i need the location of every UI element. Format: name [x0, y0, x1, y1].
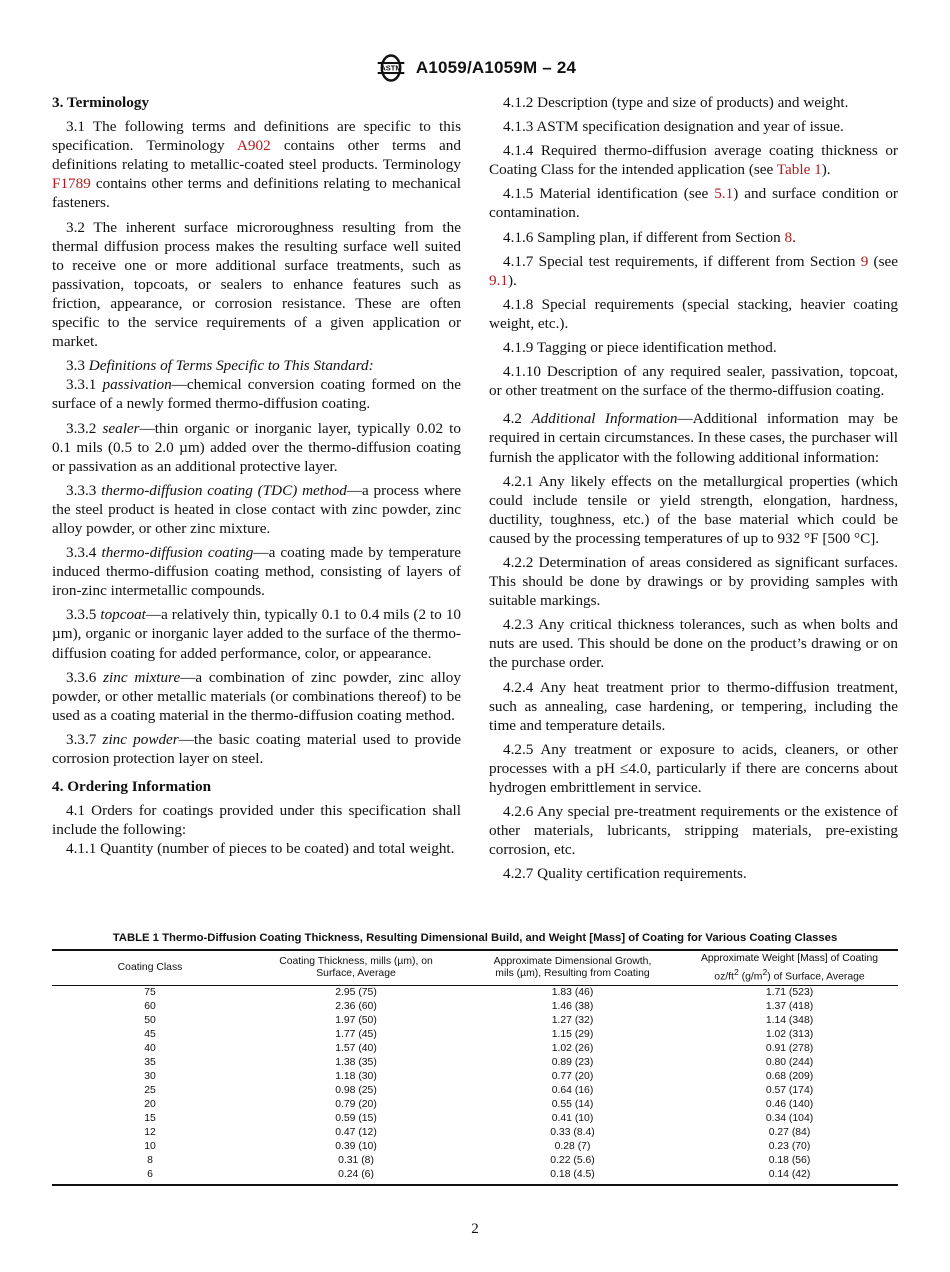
paragraph-4-2-6: 4.2.6 Any special pre-treatment requirements or the existence of other materials, lubricants, stripping materials, pre-existing corrosion, etc. — [489, 803, 898, 859]
table-cell: 0.41 (10) — [551, 1113, 594, 1125]
paragraph-4-2-1: 4.2.1 Any likely effects on the metallurgical properties (which could include tensile or yield strength, elongation, hardness, ductility, toughness, etc.) of the base material which could be caused by the processing temperatures of up to 932 °F [500 °C]. — [489, 472, 898, 547]
link-f1789[interactable]: F1789 — [52, 175, 91, 193]
table-cell: 0.80 (244) — [765, 1057, 814, 1069]
definition-passivation: 3.3.1 passivation—chemical conversion coating formed on the surface of a newly formed thermo-diffusion coating. — [52, 376, 462, 413]
table-cell: 1.77 (45) — [335, 1029, 377, 1041]
table-row — [52, 1168, 898, 1185]
table-cell: 20 — [144, 1099, 156, 1111]
table-cell: 45 — [144, 1029, 156, 1041]
table-cell: 0.33 (8.4) — [550, 1127, 595, 1139]
table-cell: 0.47 (12) — [335, 1127, 377, 1139]
table-row — [52, 1084, 898, 1098]
paragraph-4-1-3: 4.1.3 ASTM specification designation and year of issue. — [503, 118, 844, 136]
table-row — [52, 1028, 898, 1042]
table-cell: 1.83 (46) — [551, 987, 594, 999]
table-cell: 1.27 (32) — [551, 1015, 594, 1027]
paragraph-3-2: 3.2 The inherent surface microroughness resulting from the thermal diffusion process makes the resulting surface well suited to receive one or more additional surface treatments, such as passivation, topcoats, or sealers to enhance features such as friction, appearance, or corrosion resistance. These are often specific to the service requirements of a given application or market. — [52, 218, 461, 351]
paragraph-3-3: 3.3 Definitions of Terms Specific to This Standard: — [66, 357, 374, 375]
link-section-5-1[interactable]: 5.1 — [714, 185, 734, 203]
paragraph-4-2-3: 4.2.3 Any critical thickness tolerances, such as when bolts and nuts are used. This should be done on the product’s drawing or on the purchase order. — [489, 616, 898, 672]
table-cell: 1.38 (35) — [335, 1057, 377, 1069]
table-cell: 12 — [144, 1127, 156, 1139]
table-row — [52, 986, 898, 1001]
table-cell: 8 — [147, 1155, 153, 1167]
table-cell: 40 — [144, 1043, 156, 1055]
paragraph-4-1-6: 4.1.6 Sampling plan, if different from Section 8. — [503, 228, 796, 246]
paragraph-4-1-10: 4.1.10 Description of any required sealer, passivation, topcoat, or other treatment on the surface of the thermo-diffusion coating. — [489, 363, 898, 400]
table-cell: 1.37 (418) — [765, 1001, 814, 1013]
definition-zinc-mixture: 3.3.6 zinc mixture—a combination of zinc powder, zinc alloy powder, or other metallic materials (or combinations thereof) to be used as a coating material in the thermo-diffusion coating method. — [52, 668, 461, 724]
definition-sealer: 3.3.2 sealer—thin organic or inorganic layer, typically 0.02 to 0.1 mils (0.5 to 2.0 µm) added over the thermo-diffusion coating or passivation as an additional protective layer. — [52, 419, 461, 475]
table-row — [52, 1126, 898, 1140]
paragraph-4-1-8: 4.1.8 Special requirements (special stacking, heavier coating weight, etc.). — [489, 295, 898, 332]
svg-text:ASTM: ASTM — [380, 63, 402, 73]
table-cell: 0.55 (14) — [551, 1099, 594, 1111]
table-cell: 0.77 (20) — [551, 1071, 594, 1083]
table-cell: 0.89 (23) — [551, 1057, 594, 1069]
section-3-heading: 3. Terminology — [52, 94, 150, 111]
right-column — [489, 93, 898, 888]
table-cell: 0.28 (7) — [554, 1141, 591, 1153]
table-cell: 15 — [144, 1113, 156, 1125]
table-body — [52, 986, 898, 1186]
page-header — [0, 53, 950, 83]
astm-logo-icon — [374, 53, 408, 83]
paragraph-4-1-7: 4.1.7 Special test requirements, if different from Section 9 (see 9.1). — [489, 252, 899, 289]
paragraph-4-2-2: 4.2.2 Determination of areas considered as significant surfaces. This should be done by drawings or by providing samples with suitable markings. — [489, 553, 898, 610]
table-cell: 0.22 (5.6) — [550, 1155, 595, 1167]
paragraph-3-1: 3.1 The following terms and definitions are specific to this specification. Terminology A902 contains other terms and definitions relating to metallic-coated steel products. Terminology F1789 contains other terms and definitions relating to mechanical fasteners. — [52, 118, 461, 212]
table-cell: 10 — [144, 1141, 156, 1153]
table-cell: 0.68 (209) — [765, 1071, 814, 1083]
table-cell: 0.57 (174) — [765, 1085, 814, 1097]
link-table-1[interactable]: Table 1 — [776, 161, 822, 179]
table-row — [52, 1014, 898, 1028]
table-1 — [52, 932, 898, 1186]
definition-tdc: 3.3.4 thermo-diffusion coating—a coating made by temperature induced thermo-diffusion coating method, consisting of layers of iron-zinc intermetallic compounds. — [52, 544, 462, 600]
table-row — [52, 1154, 898, 1168]
table-cell: 1.71 (523) — [765, 987, 814, 999]
table-cell: 30 — [144, 1071, 156, 1083]
table-cell: 2.95 (75) — [335, 987, 377, 999]
table-cell: 0.18 (56) — [768, 1155, 811, 1167]
table-caption: TABLE 1 Thermo-Diffusion Coating Thickness, Resulting Dimensional Build, and Weight [Mass] of Coating for Various Coating Classes — [112, 932, 838, 944]
table-row — [52, 1140, 898, 1154]
table-cell: 0.24 (6) — [338, 1169, 374, 1181]
link-section-8[interactable]: 8 — [784, 228, 793, 246]
standard-designation: A1059/A1059M – 24 — [415, 58, 577, 77]
definition-tdc-method: 3.3.3 thermo-diffusion coating (TDC) method—a process where the steel product is heated in close contact with zinc powder, zinc alloy powder, or other zinc mixture. — [52, 481, 461, 537]
table-cell: 35 — [144, 1057, 156, 1069]
table-cell: 0.98 (25) — [335, 1085, 377, 1097]
table-row — [52, 1042, 898, 1056]
table-cell: 0.27 (84) — [768, 1127, 811, 1139]
table-header-row — [52, 950, 898, 986]
table-cell: 1.57 (40) — [335, 1043, 377, 1055]
paragraph-4-2-5: 4.2.5 Any treatment or exposure to acids, cleaners, or other processes with a pH ≤4.0, particularly if there are concerns about hydrogen embrittlement in service. — [489, 740, 898, 796]
table-cell: 1.46 (38) — [551, 1001, 594, 1013]
table-row — [52, 1098, 898, 1112]
table-cell: 0.91 (278) — [765, 1043, 814, 1055]
paragraph-4-1-5: 4.1.5 Material identification (see 5.1) and surface condition or contamination. — [489, 185, 898, 222]
table-cell: 1.14 (348) — [765, 1015, 814, 1027]
header-coating-thickness: Coating Thickness, mills (µm), on Surface, Average — [279, 955, 433, 980]
table-cell: 0.79 (20) — [335, 1099, 377, 1111]
link-section-9-1[interactable]: 9.1 — [489, 271, 508, 289]
table-row — [52, 1056, 898, 1070]
table-cell: 1.18 (30) — [335, 1071, 377, 1083]
table-row — [52, 1112, 898, 1126]
table-cell: 60 — [144, 1001, 156, 1013]
table-cell: 1.02 (26) — [551, 1043, 594, 1055]
table-cell: 75 — [144, 987, 156, 999]
table-cell: 1.97 (50) — [335, 1015, 377, 1027]
link-a902[interactable]: A902 — [236, 137, 271, 155]
paragraph-4-2: 4.2 Additional Information—Additional information may be required in certain circumstances. In these cases, the purchaser will furnish the applicator with the following additional information: — [489, 410, 899, 466]
definition-zinc-powder: 3.3.7 zinc powder—the basic coating material used to provide corrosion protection layer on steel. — [52, 730, 462, 767]
table-cell: 1.02 (313) — [765, 1029, 814, 1041]
table-cell: 0.39 (10) — [335, 1141, 377, 1153]
left-column — [52, 93, 461, 863]
paragraph-4-1-4: 4.1.4 Required thermo-diffusion average coating thickness or Coating Class for the intended application (see Table 1). — [489, 142, 898, 179]
paragraph-4-2-7: 4.2.7 Quality certification requirements. — [503, 865, 747, 883]
table-cell: 0.14 (42) — [768, 1169, 811, 1181]
table-cell: 25 — [144, 1085, 156, 1097]
table-cell: 50 — [144, 1015, 156, 1027]
header-coating-weight: Approximate Weight [Mass] of Coating $oz/ft^2$ $(g/m^2)$ of Surface, Average — [700, 953, 879, 982]
table-cell: 1.15 (29) — [551, 1029, 594, 1041]
table-cell: 6 — [147, 1169, 153, 1181]
table-cell: 0.18 (4.5) — [550, 1169, 595, 1181]
header-coating-class: Coating Class — [117, 961, 183, 973]
paragraph-4-1-9: 4.1.9 Tagging or piece identification method. — [503, 339, 777, 357]
table-row — [52, 1000, 898, 1014]
table-cell: 0.23 (70) — [768, 1141, 811, 1153]
table-cell: 0.59 (15) — [335, 1113, 377, 1125]
table-cell: 2.36 (60) — [335, 1001, 377, 1013]
table-cell: 0.46 (140) — [765, 1099, 814, 1111]
table-cell: 0.31 (8) — [338, 1155, 374, 1167]
paragraph-4-1-2: 4.1.2 Description (type and size of products) and weight. — [503, 94, 849, 111]
definition-topcoat: 3.3.5 topcoat—a relatively thin, typically 0.1 to 0.4 mils (2 to 10 µm), organic or inorganic layer added to the surface of the thermo-diffusion coating for added performance, color, or appearance. — [52, 606, 462, 662]
coating-class-table — [52, 949, 898, 1186]
link-section-9[interactable]: 9 — [860, 252, 869, 270]
table-cell: 0.64 (16) — [551, 1085, 594, 1097]
table-row — [52, 1070, 898, 1084]
page-number: 2 — [471, 1221, 479, 1237]
paragraph-4-2-4: 4.2.4 Any heat treatment prior to thermo-diffusion treatment, such as annealing, case hardening, or tempering, including the time and temperature details. — [489, 678, 898, 734]
paragraph-4-1: 4.1 Orders for coatings provided under this specification shall include the following: — [52, 802, 461, 839]
header-dimensional-growth: Approximate Dimensional Growth, mils (µm), Resulting from Coating — [493, 955, 652, 980]
paragraph-4-1-1: 4.1.1 Quantity (number of pieces to be coated) and total weight. — [66, 840, 455, 858]
table-cell: 0.34 (104) — [765, 1113, 814, 1125]
section-4-heading: 4. Ordering Information — [52, 778, 212, 796]
